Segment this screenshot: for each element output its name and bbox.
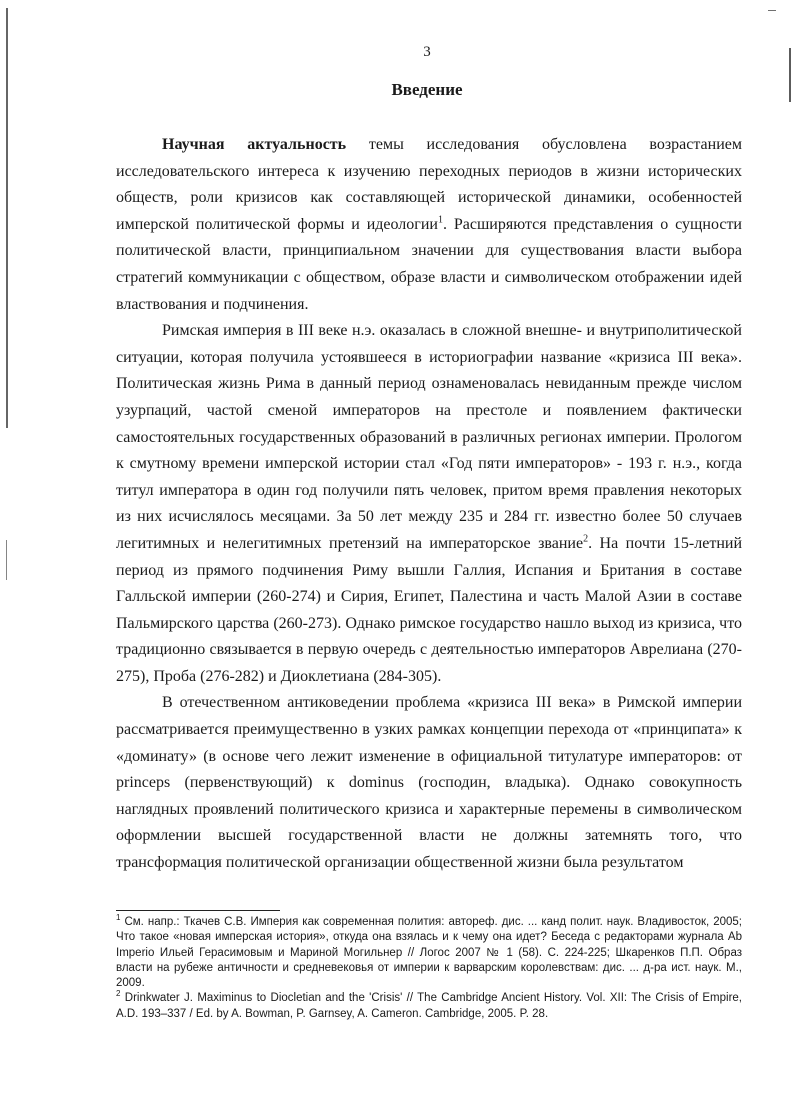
page-number: 3 (423, 44, 431, 60)
footnote-mark: 2 (116, 989, 121, 999)
paragraph: Римская империя в III веке н.э. оказалась в сложной внешне- и внутриполитической ситуации, которая получила устоявшееся в историографии название «кризиса III века». Политическая жизнь Рима в данный период ознаменовалась невиданным прежде числом узурпаций, частой сменой императоров на престоле и появлением фактически самостоятельных государственных образований в различных регионах империи. Прологом к смутному времени имперской истории стал «Год пяти императоров» - 193 г. н.э., когда титул императора в один год получили пять человек, притом время правления некоторых из них исчислялось месяцами. За 50 лет между 235 и 284 гг. известно более 50 случаев легитимных и нелегитимных претензий на императорское звание$^2$. На почти 15-летний период из прямого подчинения Риму вышли Галлия, Испания и Британия в составе Галльской империи (260-274) и Сирия, Египет, Палестина и часть Малой Азии в составе Пальмирского царства (260-273). Однако римское государство нашло выход из кризиса, что традиционно связывается в первую очередь с деятельностью императоров Аврелиана (270-275), Проба (276-282) и Диоклетиана (284-305). (116, 322, 743, 685)
paragraph: В отечественном антиковедении проблема «кризиса III века» в Римской империи рассматривается преимущественно в узких рамках концепции перехода от «принципата» к «доминату» (в основе чего лежит изменение в официальной титулатуре императоров: от princeps (первенствующий) к dominus (господин, владыка). Однако совокупность наглядных проявлений политического кризиса и характерные перемены в символическом оформлении высшей государственной власти не должны затемнять того, что трансформация политической организации общественной жизни была результатом (116, 694, 742, 872)
footnote-ref[interactable]: 2 (583, 533, 589, 545)
scan-edge-mark (6, 540, 7, 580)
footnote-ref[interactable]: 1 (437, 214, 443, 226)
footnote: $^1$ См. напр.: Ткачев С.В. Империя как современная полития: автореф. дис. ... канд полит. наук. Владивосток, 2005; Что такое «новая имперская история», откуда она взялась и к чему она идет? Беседа с редакторами журнала Ab Imperio Ильей Герасимовым и Мариной Могильнер // Логос 2007 № 1 (58). С. 224-225; Шкаренков П.П. Образ власти на рубеже античности и средневековья от империи к варварским королевствам: дис. ... д-ра ист. наук. М., 2009. (116, 913, 742, 990)
paragraph: Научная актуальность темы исследования обусловлена возрастанием исследовательского интереса к изучению переходных периодов в жизни исторических обществ, роли кризисов как составляющей исторической динамики, особенностей имперской политической формы и идеологии$^1$. Расширяются представления о сущности политической власти, принципиальном значении для существования власти выбора стратегий коммуникации с обществом, образе власти и символическом отображении идей властвования и подчинения. (116, 136, 742, 313)
footnotes (116, 915, 742, 1022)
scan-edge-mark (768, 10, 776, 11)
page-title: Введение (391, 80, 463, 99)
footnote-mark: 1 (116, 913, 121, 923)
footnote: $^2$ Drinkwater J. Maximinus to Diocletian and the 'Crisis' // The Cambridge Ancient History. Vol. XII: The Crisis of Empire, A.D. 193–337 / Ed. by A. Bowman, P. Garnsey, A. Cameron. Cambridge, 2005. P. 28. (116, 989, 742, 1020)
main-text (116, 132, 742, 877)
scan-edge-mark (6, 8, 8, 428)
emphasis-lead: Научная актуальность (162, 136, 347, 153)
footnote-divider (116, 910, 280, 911)
